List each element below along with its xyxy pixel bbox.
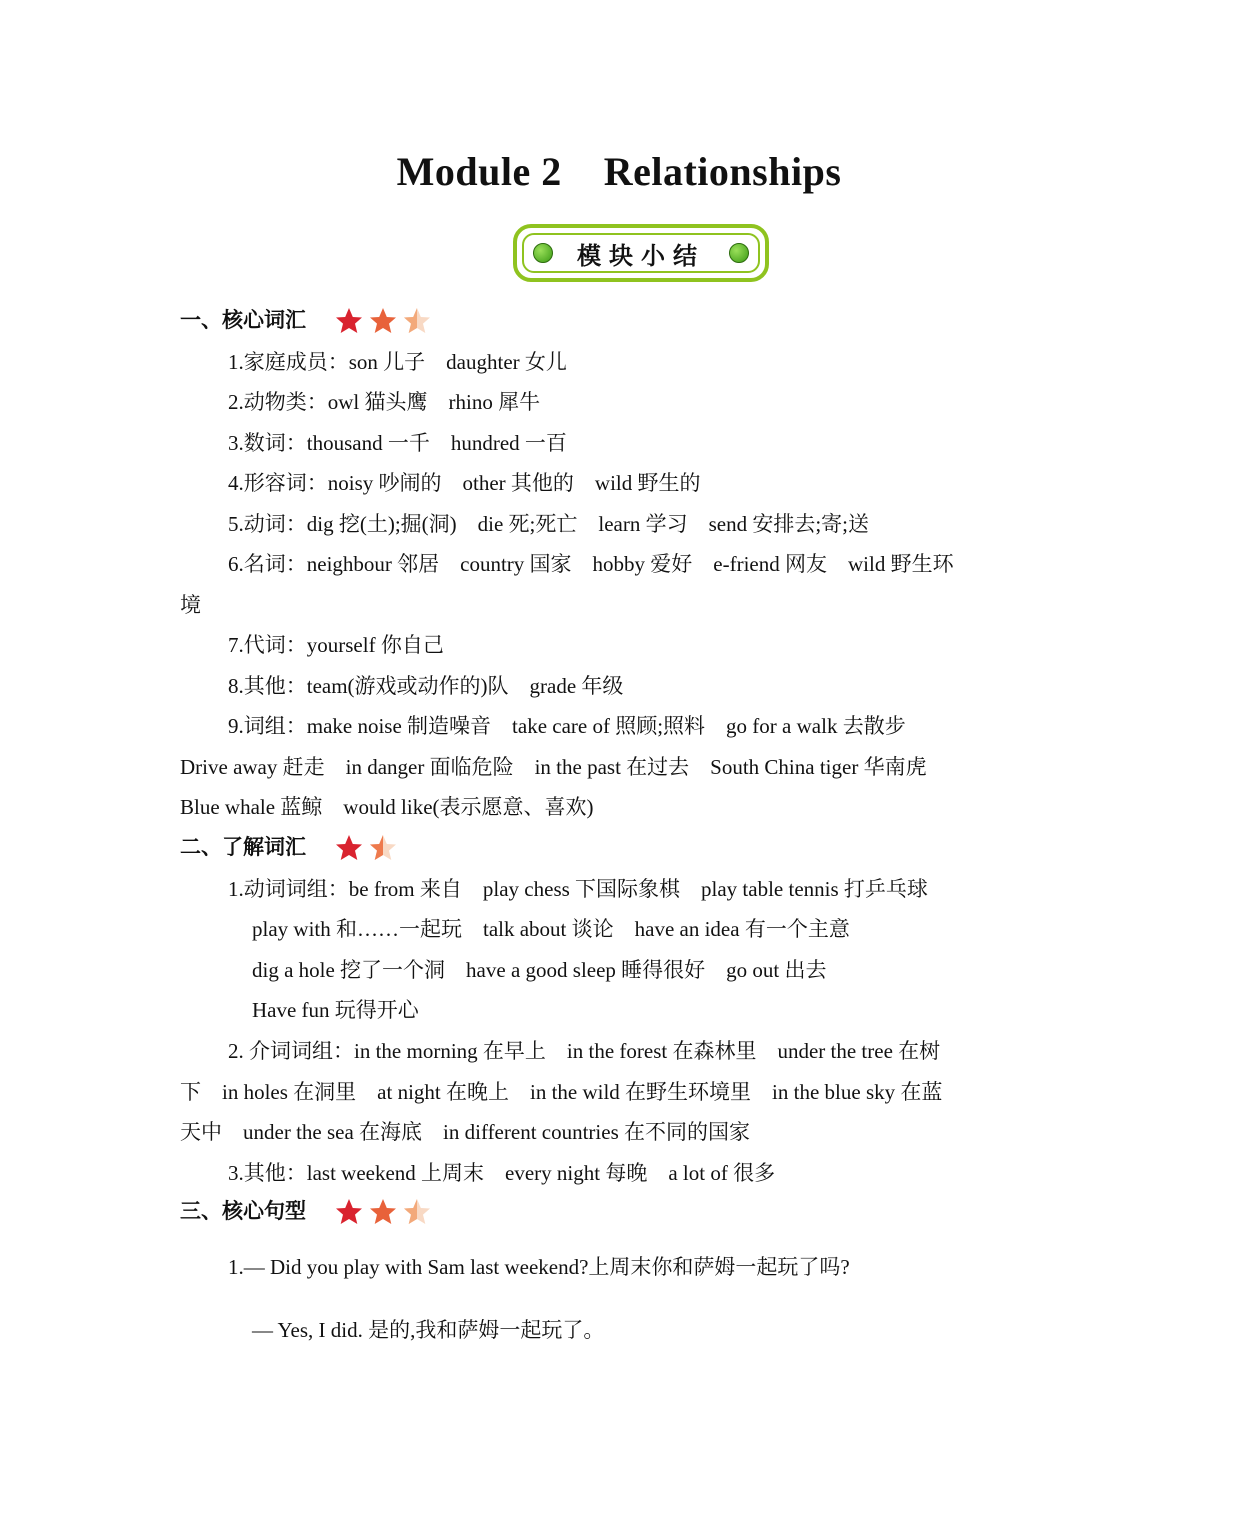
vocab-line: 1.家庭成员：son 儿子 daughter 女儿 xyxy=(228,350,567,374)
vocab-line: 4.形容词：noisy 吵闹的 other 其他的 wild 野生的 xyxy=(228,471,701,495)
vocab-line: 下 in holes 在洞里 at night 在晚上 in the wild 在野生环境里 in the blue sky 在蓝 xyxy=(180,1080,943,1104)
sentence-line: — Yes, I did. 是的,我和萨姆一起玩了。 xyxy=(252,1318,605,1342)
section-label: 二、了解词汇 xyxy=(180,835,306,859)
vocab-line: dig a hole 挖了一个洞 have a good sleep 睡得很好 go out 出去 xyxy=(252,958,827,982)
section-heading-know-vocab xyxy=(180,832,401,862)
vocab-line: 2.动物类：owl 猫头鹰 rhino 犀牛 xyxy=(228,390,541,414)
vocab-line: 5.动词：dig 挖(土);掘(洞) die 死;死亡 learn 学习 send 安排去;寄;送 xyxy=(228,512,870,536)
vocab-line: Blue whale 蓝鲸 would like(表示愿意、喜欢) xyxy=(180,795,594,819)
vocab-line: 7.代词：yourself 你自己 xyxy=(228,633,444,657)
vocab-line: 天中 under the sea 在海底 in different countries 在不同的国家 xyxy=(180,1120,751,1144)
page-title: Module 2 Relationships xyxy=(396,149,842,194)
star-rating-icon xyxy=(335,1197,435,1227)
star-rating-icon xyxy=(335,306,435,336)
vocab-line: 2. 介词词组：in the morning 在早上 in the forest 在森林里 under the tree 在树 xyxy=(228,1039,941,1063)
badge-label: 模块小结 xyxy=(577,242,705,270)
section-heading-core-vocab xyxy=(180,305,435,335)
vocab-line: 1.动词词组：be from 来自 play chess 下国际象棋 play table tennis 打乒乓球 xyxy=(228,877,928,901)
vocab-line: 3.其他：last weekend 上周末 every night 每晚 a lot of 很多 xyxy=(228,1161,776,1185)
sentence-line: 1.— Did you play with Sam last weekend?上周末你和萨姆一起玩了吗? xyxy=(228,1255,850,1279)
star-rating-icon xyxy=(335,833,401,863)
vocab-line: 3.数词：thousand 一千 hundred 一百 xyxy=(228,431,567,455)
section-label: 一、核心词汇 xyxy=(180,308,306,332)
section-label: 三、核心句型 xyxy=(180,1199,306,1223)
vocab-line: Drive away 赶走 in danger 面临危险 in the past 在过去 South China tiger 华南虎 xyxy=(180,755,927,779)
vocab-line: 9.词组：make noise 制造噪音 take care of 照顾;照料 go for a walk 去散步 xyxy=(228,714,906,738)
vocab-line: 境 xyxy=(180,593,201,617)
vocab-line: play with 和……一起玩 talk about 谈论 have an idea 有一个主意 xyxy=(252,917,850,941)
section-heading-core-sentences xyxy=(180,1196,435,1226)
vocab-line: 8.其他：team(游戏或动作的)队 grade 年级 xyxy=(228,674,624,698)
vocab-line: 6.名词：neighbour 邻居 country 国家 hobby 爱好 e-friend 网友 wild 野生环 xyxy=(228,552,954,576)
vocab-line: Have fun 玩得开心 xyxy=(252,998,419,1022)
module-summary-badge xyxy=(513,224,769,282)
